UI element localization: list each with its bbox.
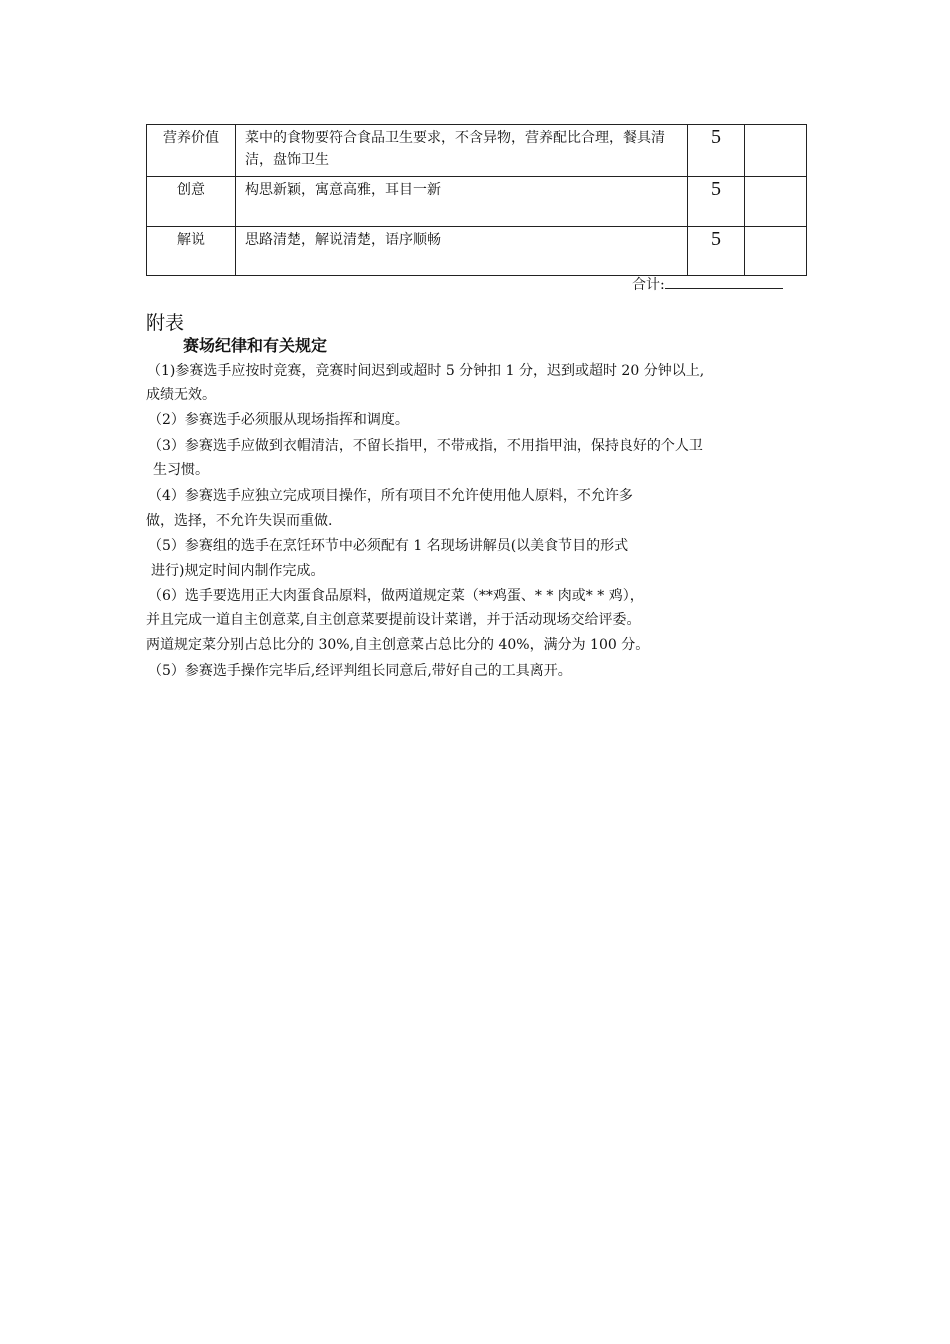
rule-line: （5）参赛选手操作完毕后,经评判组长同意后,带好自己的工具离开。: [148, 663, 572, 679]
criterion-description: 菜中的食物要符合食品卫生要求，不含异物，营养配比合理，餐具清洁，盘饰卫生: [236, 125, 688, 177]
table-row: [147, 125, 807, 177]
criterion-score: 5: [688, 125, 745, 177]
rules-title: 赛场纪律和有关规定: [183, 336, 328, 355]
table-row: [147, 227, 807, 276]
rule-line: 进行)规定时间内制作完成。: [151, 563, 325, 579]
score-entry-cell: [745, 177, 807, 227]
criterion-score: 5: [688, 177, 745, 227]
score-entry-cell: [745, 125, 807, 177]
criterion-name: 解说: [147, 227, 236, 276]
criterion-name: 创意: [147, 177, 236, 227]
rule-line: 成绩无效。: [146, 387, 216, 403]
score-entry-cell: [745, 227, 807, 276]
table-row: [147, 177, 807, 227]
rule-line: （4）参赛选手应独立完成项目操作，所有项目不允许使用他人原料，不允许多: [148, 488, 633, 504]
rule-line: （6）选手要选用正大肉蛋食品原料，做两道规定菜（**鸡蛋、* * 肉或* * 鸡），: [148, 588, 644, 604]
rule-line: 做，选择，不允许失误而重做.: [146, 513, 333, 529]
rule-line: 两道规定菜分别占总比分的 30%,自主创意菜占总比分的 40%，满分为 100 分。: [146, 637, 650, 653]
criterion-score: 5: [688, 227, 745, 276]
score-table: [146, 124, 807, 276]
rule-line: 生习惯。: [153, 462, 209, 478]
rule-line: （3）参赛选手应做到衣帽清洁，不留长指甲，不带戒指，不用指甲油，保持良好的个人卫: [148, 438, 703, 454]
criterion-name: 营养价值: [147, 125, 236, 177]
rule-line: 并且完成一道自主创意菜,自主创意菜要提前设计菜谱，并于活动现场交给评委。: [146, 612, 641, 628]
total-line: [632, 274, 783, 295]
rule-line: （1)参赛选手应按时竞赛，竞赛时间迟到或超时 5 分钟扣 1 分，迟到或超时 20 分钟以上,: [147, 363, 705, 379]
criterion-description: 思路清楚，解说清楚，语序顺畅: [236, 227, 688, 276]
rule-line: （5）参赛组的选手在烹饪环节中必须配有 1 名现场讲解员(以美食节目的形式: [148, 538, 629, 554]
total-blank: [665, 274, 783, 289]
rule-line: （2）参赛选手必须服从现场指挥和调度。: [148, 412, 409, 428]
appendix-title: 附表: [146, 312, 185, 334]
total-label: 合计:: [632, 277, 665, 293]
criterion-description: 构思新颖，寓意高雅，耳目一新: [236, 177, 688, 227]
